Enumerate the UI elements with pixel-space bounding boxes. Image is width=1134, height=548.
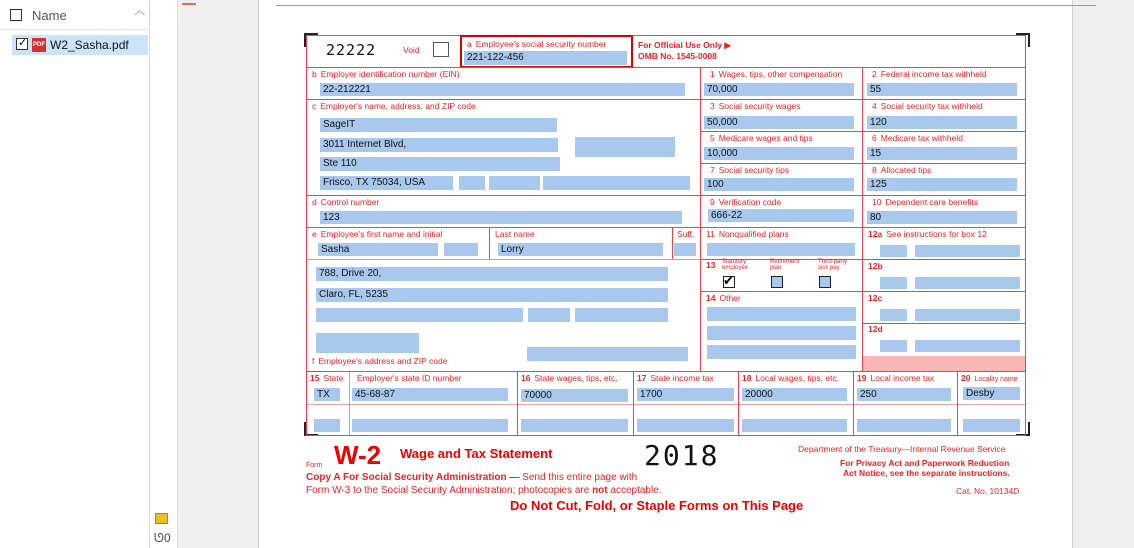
divider bbox=[862, 291, 1026, 292]
retirement-label: Retirement plan bbox=[770, 259, 800, 271]
panel-header bbox=[0, 0, 150, 30]
void-checkbox[interactable] bbox=[433, 42, 449, 57]
state-field[interactable]: TX bbox=[314, 388, 340, 401]
employee-addr-field[interactable] bbox=[575, 308, 668, 322]
box4-label: 4 Social security tax withheld bbox=[872, 101, 983, 111]
privacy-line1: For Privacy Act and Paperwork Reduction bbox=[840, 458, 1010, 468]
copy-a-line2: Form W-3 to the Social Security Administration; photocopies are not acceptable. bbox=[306, 485, 662, 496]
employee-addr-field[interactable] bbox=[316, 333, 419, 353]
box18-field[interactable]: 20000 bbox=[742, 388, 847, 401]
viewer-gutter-left bbox=[178, 0, 258, 548]
first-name-label: e Employee's first name and initial bbox=[312, 229, 443, 239]
department-text: Department of the Treasury—Internal Revenue Service bbox=[798, 444, 1006, 454]
copy-a-line1: Copy A For Social Security Administration — Send this entire page with bbox=[306, 472, 638, 483]
file-checkbox[interactable] bbox=[16, 38, 28, 50]
tab-indicator bbox=[182, 0, 196, 5]
suffix-field[interactable] bbox=[674, 243, 696, 256]
first-name-field[interactable]: Sasha bbox=[318, 243, 438, 256]
employer-field-extra[interactable] bbox=[543, 176, 690, 190]
employer-field-extra[interactable] bbox=[459, 176, 485, 190]
box19-label: 19 Local income tax bbox=[857, 373, 935, 383]
employer-addr2-field[interactable]: Ste 110 bbox=[320, 157, 560, 171]
box19-field-2[interactable] bbox=[857, 419, 951, 432]
box3-field[interactable]: 50,000 bbox=[704, 116, 854, 129]
box1-label: 1 Wages, tips, other compensation bbox=[710, 69, 843, 79]
retirement-checkbox[interactable] bbox=[771, 276, 783, 288]
box20-field-2[interactable] bbox=[963, 419, 1020, 432]
box5-label: 5 Medicare wages and tips bbox=[710, 133, 813, 143]
state-id-field[interactable]: 45-68-87 bbox=[352, 388, 508, 401]
divider bbox=[700, 163, 1026, 164]
box1-field[interactable]: 70,000 bbox=[704, 83, 854, 96]
employer-label: c Employer's name, address, and ZIP code bbox=[312, 101, 476, 111]
box2-field[interactable]: 55 bbox=[867, 83, 1017, 96]
shaded-area bbox=[863, 356, 1025, 371]
box18-label: 18 Local wages, tips, etc. bbox=[742, 373, 840, 383]
box17-label: 17 State income tax bbox=[637, 373, 714, 383]
box12a-label: 12a See instructions for box 12 bbox=[868, 229, 987, 239]
official-use-label: For Official Use Only ▶ bbox=[638, 40, 731, 50]
statutory-checkbox[interactable]: ✔ bbox=[723, 273, 734, 288]
control-code: 22222 bbox=[326, 41, 377, 59]
box14-field[interactable] bbox=[707, 345, 856, 359]
last-name-field[interactable]: Lorry bbox=[498, 243, 663, 256]
box9-field[interactable]: 666-22 bbox=[708, 209, 854, 222]
divider bbox=[306, 99, 1026, 100]
divider bbox=[700, 67, 701, 371]
divider bbox=[306, 404, 1026, 405]
ein-field[interactable]: 22-212221 bbox=[320, 83, 685, 96]
box2-label: 2 Federal income tax withheld bbox=[872, 69, 987, 79]
box10-field[interactable]: 80 bbox=[867, 211, 1017, 224]
attachments-panel bbox=[0, 0, 150, 548]
employee-addr-field[interactable] bbox=[528, 308, 570, 322]
omb-number: OMB No. 1545-0008 bbox=[638, 51, 717, 61]
box18-field-2[interactable] bbox=[742, 419, 847, 432]
tax-year: 2018 bbox=[644, 439, 720, 472]
employee-addr-field[interactable] bbox=[316, 308, 523, 322]
employee-addr1-field[interactable]: 788, Drive 20, bbox=[316, 267, 668, 281]
suffix-label: Suff. bbox=[677, 229, 695, 239]
box14-field[interactable] bbox=[707, 326, 856, 340]
divider bbox=[862, 67, 863, 371]
employer-addr3-field[interactable]: Frisco, TX 75034, USA bbox=[320, 176, 453, 190]
box16-field-2[interactable] bbox=[521, 419, 628, 432]
box7-label: 7 Social security tips bbox=[710, 165, 790, 175]
box14-label: 14 Other bbox=[706, 293, 741, 303]
box9-label: 9 Verification code bbox=[710, 197, 782, 207]
name-column-header[interactable]: Name bbox=[32, 8, 67, 23]
divider bbox=[700, 291, 862, 292]
box4-field[interactable]: 120 bbox=[867, 116, 1017, 129]
divider bbox=[306, 67, 1026, 68]
box16-label: 16 State wages, tips, etc. bbox=[521, 373, 618, 383]
divider bbox=[862, 323, 1026, 324]
box15-label: 15 State bbox=[310, 373, 344, 383]
box12d-amount-field[interactable] bbox=[915, 340, 1020, 352]
box14-field[interactable] bbox=[707, 307, 856, 321]
box17-field-2[interactable] bbox=[637, 419, 734, 432]
divider bbox=[700, 131, 1026, 132]
form-name: W-2 bbox=[334, 440, 382, 470]
last-name-label: Last name bbox=[495, 229, 535, 239]
box12b-label: 12b bbox=[868, 261, 883, 271]
employer-addr1-field[interactable]: 3011 Internet Blvd, bbox=[320, 138, 558, 152]
box12c-code-field[interactable] bbox=[880, 309, 907, 321]
statutory-label: Statutory employee bbox=[722, 259, 749, 271]
box12c-label: 12c bbox=[868, 293, 883, 303]
box20-field[interactable]: Desby bbox=[963, 387, 1020, 400]
box5-field[interactable]: 10,000 bbox=[704, 147, 854, 160]
select-all-checkbox[interactable] bbox=[10, 9, 22, 21]
employer-name-field[interactable]: SageIT bbox=[320, 118, 557, 132]
chevron-up-icon[interactable]: ︿ bbox=[134, 5, 145, 17]
box12d-code-field[interactable] bbox=[880, 340, 907, 352]
divider bbox=[306, 259, 700, 260]
void-label: Void bbox=[403, 45, 420, 55]
divider bbox=[306, 227, 1026, 228]
box16-field[interactable]: 70000 bbox=[521, 389, 628, 402]
box7-field[interactable]: 100 bbox=[704, 178, 854, 191]
divider bbox=[306, 195, 1026, 196]
box12b-amount-field[interactable] bbox=[915, 277, 1020, 289]
ein-label: b Employer identification number (EIN) bbox=[312, 69, 460, 79]
box11-field[interactable] bbox=[707, 243, 855, 256]
privacy-line2: Act Notice, see the separate instructions. bbox=[843, 468, 1010, 478]
box12a-amount-field[interactable] bbox=[915, 245, 1020, 257]
page-top-edge bbox=[276, 0, 1096, 6]
box12a-code-field[interactable] bbox=[880, 245, 907, 257]
employee-address-label: f Employee's address and ZIP code bbox=[312, 356, 448, 366]
control-number-field[interactable]: 123 bbox=[320, 211, 682, 224]
box19-field[interactable]: 250 bbox=[857, 388, 951, 401]
divider bbox=[306, 371, 1026, 372]
box11-label: 11 Nonqualified plans bbox=[706, 229, 789, 239]
pdf-file-icon: PDF bbox=[32, 38, 46, 52]
box13-number: 13 bbox=[706, 260, 716, 270]
box3-label: 3 Social security wages bbox=[710, 101, 801, 111]
divider bbox=[489, 227, 490, 259]
box20-label: 20 Locality name bbox=[961, 373, 1018, 383]
form-title: Wage and Tax Statement bbox=[400, 446, 553, 461]
box12c-amount-field[interactable] bbox=[915, 309, 1020, 321]
box17-field[interactable]: 1700 bbox=[637, 388, 734, 401]
file-item[interactable] bbox=[12, 35, 148, 55]
attachment-icon[interactable]: ᘎ0 bbox=[154, 531, 171, 545]
third-party-checkbox[interactable] bbox=[819, 276, 831, 288]
box12b-code-field[interactable] bbox=[880, 277, 907, 289]
third-party-label: Third-party sick pay bbox=[818, 259, 848, 271]
tool-strip bbox=[150, 0, 178, 548]
box8-label: 8 Allocated tips bbox=[872, 165, 932, 175]
file-name: W2_Sasha.pdf bbox=[50, 38, 129, 52]
form-word: Form bbox=[306, 462, 323, 469]
box8-field[interactable]: 125 bbox=[867, 178, 1017, 191]
employer-field-extra[interactable] bbox=[489, 176, 540, 190]
box12d-label: 12d bbox=[868, 324, 883, 334]
state-field-2[interactable] bbox=[314, 419, 340, 432]
viewer-gutter-right bbox=[1073, 0, 1134, 548]
ssn-field[interactable]: 221-122-456 bbox=[464, 51, 627, 65]
employee-addr2-field[interactable]: Claro, FL, 5235 bbox=[316, 288, 668, 302]
ssn-label: a Employee's social security number bbox=[467, 39, 607, 49]
box6-field[interactable]: 15 bbox=[867, 147, 1017, 160]
do-not-cut-notice: Do Not Cut, Fold, or Staple Forms on This Page bbox=[510, 498, 804, 513]
divider bbox=[672, 227, 673, 259]
state-id-field-2[interactable] bbox=[352, 419, 508, 432]
initial-field[interactable] bbox=[444, 243, 478, 256]
employer-extra-field[interactable] bbox=[575, 137, 675, 157]
box10-label: 10 Dependent care benefits bbox=[872, 197, 979, 207]
box6-label: 6 Medicare tax withheld bbox=[872, 133, 963, 143]
control-number-label: d Control number bbox=[312, 197, 380, 207]
state-id-label: Employer's state ID number bbox=[357, 373, 462, 383]
employee-addr-field[interactable] bbox=[527, 347, 688, 361]
comment-icon[interactable] bbox=[155, 513, 168, 524]
catalog-number: Cat. No. 10134D bbox=[956, 486, 1020, 496]
